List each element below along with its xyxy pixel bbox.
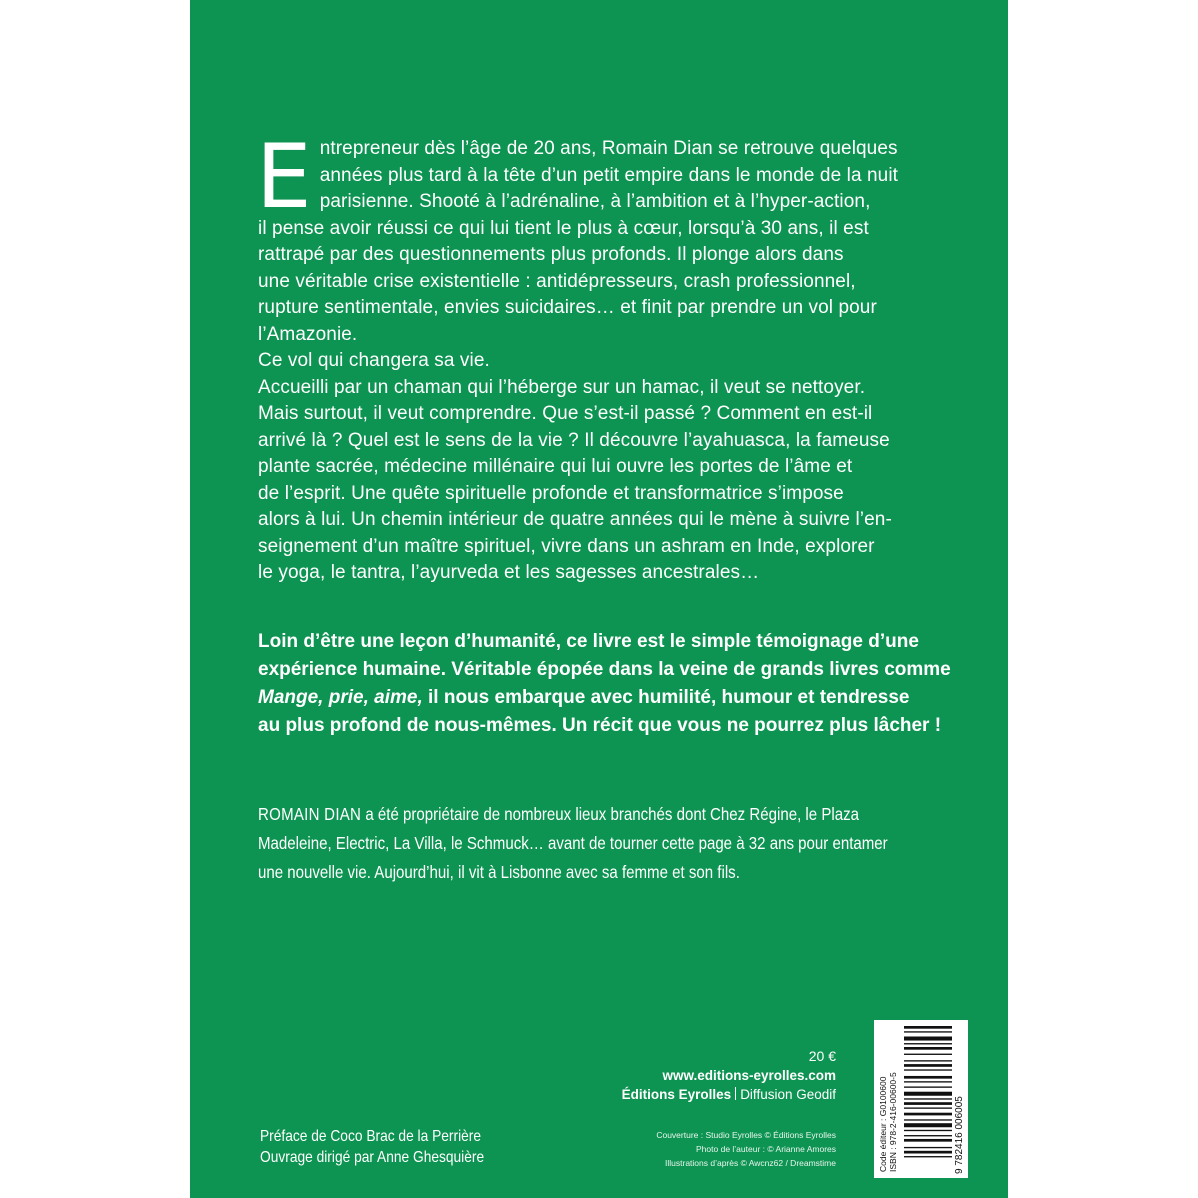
barcode-bar [904, 1037, 952, 1041]
illustration-credit: Illustrations d’après © Awcnz62 / Dreamstime [665, 1158, 836, 1168]
intro-line: parisienne. Shooté à l’adrénaline, à l’ambition et à l’hyper-action, [319, 191, 871, 212]
barcode-bar [904, 1047, 952, 1050]
barcode-bar [904, 1092, 952, 1096]
preface-credit: Préface de Coco Brac de la Perrière [260, 1128, 482, 1145]
back-cover [190, 0, 1008, 1198]
barcode-bar [904, 1026, 952, 1029]
publisher-name: Éditions Eyrolles [621, 1087, 732, 1102]
intro-line: rupture sentimentale, envies suicidaires… et finit par prendre un vol pour [258, 297, 877, 318]
barcode-bar [904, 1069, 952, 1070]
photo-credit: Photo de l’auteur : © Arianne Amores [696, 1144, 836, 1154]
barcode-graphic [874, 1020, 968, 1178]
barcode-bar [904, 1054, 952, 1055]
highlight-line: au plus profond de nous-mêmes. Un récit que vous ne pourrez plus lâcher ! [258, 715, 942, 736]
intro-line: Accueilli par un chaman qui l’héberge sur un hamac, il veut se nettoyer. [258, 376, 866, 398]
barcode-bars [904, 1026, 952, 1157]
publisher-website: www.editions-eyrolles.com [662, 1068, 836, 1083]
publisher-line [622, 1085, 836, 1104]
intro-line: Ce vol qui changera sa vie. [258, 350, 490, 371]
intro-line: Mais surtout, il veut comprendre. Que s’est-il passé ? Comment en est-il [258, 403, 873, 424]
intro-line: plante sacrée, médecine millénaire qui lui ouvre les portes de l’âme et [258, 456, 853, 477]
barcode-bar [904, 1156, 952, 1157]
barcode-digits: 9 782416 006005 [954, 1096, 965, 1174]
barcode-bar [904, 1060, 952, 1061]
highlight-line-rest: il nous embarque avec humilité, humour et tendresse [422, 687, 910, 708]
bio-line: Madeleine, Electric, La Villa, le Schmuck… avant de tourner cette page à 32 ans pour entamer [258, 833, 888, 853]
barcode-bar [904, 1135, 952, 1136]
isbn-barcode [874, 1020, 968, 1178]
intro-line: le yoga, le tantra, l’ayurveda et les sagesses ancestrales… [258, 562, 760, 583]
barcode-bar [904, 1123, 952, 1127]
credits [260, 1126, 484, 1168]
barcode-bar [904, 1076, 952, 1079]
barcode-bar [904, 1043, 952, 1044]
bio-line: une nouvelle vie. Aujourd’hui, il vit à Lisbonne avec sa femme et son fils. [258, 862, 740, 882]
barcode-bar [904, 1119, 952, 1120]
barcode-bar [904, 1107, 952, 1108]
bio-line [258, 800, 963, 829]
intro-line: il pense avoir réussi ce qui lui tient le plus à cœur, lorsqu’à 30 ans, il est [258, 217, 869, 239]
intro-line: années plus tard à la tête d’un petit empire dans le monde de la nuit [319, 164, 899, 186]
book-title-reference: Mange, prie, aime, [258, 687, 423, 708]
intro-line: alors à lui. Un chemin intérieur de quatre années qui le mène à suivre l’en- [258, 509, 892, 530]
highlight-paragraph [258, 628, 958, 740]
intro-line: ntrepreneur dès l’âge de 20 ans, Romain Dian se retrouve quelques [319, 138, 898, 159]
diffusion: Diffusion Geodif [740, 1087, 836, 1102]
separator [735, 1087, 736, 1100]
bio-line-rest: a été propriétaire de nombreux lieux branchés dont Chez Régine, le Plaza [361, 804, 859, 824]
barcode-bar [904, 1139, 952, 1142]
publisher-block [622, 1047, 836, 1104]
barcode-bar [904, 1130, 952, 1131]
highlight-line: Loin d’être une leçon d’humanité, ce livre est le simple témoignage d’une [258, 631, 919, 652]
barcode-isbn: ISBN : 978-2-416-00600-5 [888, 1072, 898, 1172]
price: 20 € [808, 1048, 836, 1064]
highlight-line: expérience humaine. Véritable épopée dans la veine de grands livres comme [258, 659, 951, 680]
intro-line: rattrapé par des questionnements plus profonds. Il plonge alors dans [258, 244, 844, 265]
barcode-bar [904, 1102, 952, 1105]
cover-credit: Couverture : Studio Eyrolles © Éditions Eyrolles [656, 1130, 836, 1140]
barcode-bar [904, 1113, 952, 1116]
intro-line: une véritable crise existentielle : antidépresseurs, crash professionnel, [258, 270, 856, 292]
barcode-bar [904, 1086, 952, 1087]
director-credit: Ouvrage dirigé par Anne Ghesquière [260, 1149, 485, 1166]
barcode-bar [904, 1147, 952, 1148]
intro-line: l’Amazonie. [258, 323, 358, 345]
barcode-bar [904, 1098, 952, 1099]
highlight-line [258, 684, 958, 712]
intro-line: arrivé là ? Quel est le sens de la vie ? Il découvre l’ayahuasca, la fameuse [258, 429, 890, 451]
intro-text [256, 125, 958, 587]
intro-line: de l’esprit. Une quête spirituelle profonde et transformatrice s’impose [258, 482, 844, 504]
barcode-bar [904, 1081, 952, 1082]
barcode-code-editeur: Code éditeur : G0100600 [878, 1076, 888, 1172]
barcode-bar [904, 1064, 952, 1067]
intro-line: seignement d’un maître spirituel, vivre dans un ashram en Inde, explorer [258, 535, 875, 557]
drop-cap: E [256, 125, 312, 228]
author-bio [258, 800, 963, 887]
fine-print [656, 1128, 836, 1170]
author-name: ROMAIN DIAN [258, 804, 362, 824]
barcode-bar [904, 1031, 952, 1032]
barcode-bar [904, 1151, 952, 1154]
